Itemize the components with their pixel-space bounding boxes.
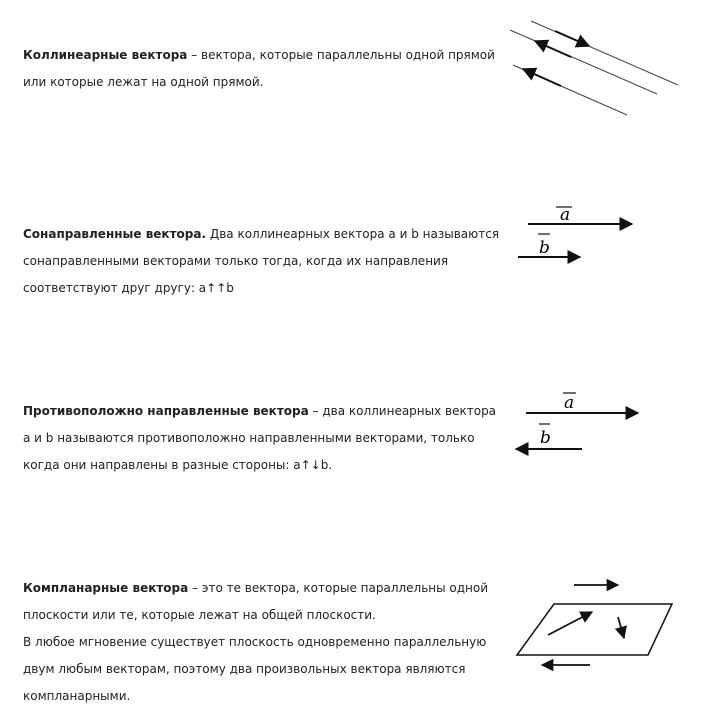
codirected-text [23, 221, 503, 302]
codirected-label-a: a [560, 205, 571, 225]
collinear-term: Коллинеарные вектора [23, 48, 188, 62]
collinear-line-b [510, 30, 657, 94]
coplanar-line-4: двум любым векторам, поэтому два произвольных вектора являются [23, 662, 466, 676]
plane [517, 604, 672, 655]
codirected-line-2: сонаправленными векторами только тогда, когда их направления [23, 254, 449, 268]
codirected-line-3: соответствуют друг другу: a↑↑b [23, 281, 234, 295]
collinear-arrow-b [535, 41, 571, 57]
opposite-line-2: a и b называются противоположно направленными векторами, только [23, 431, 475, 445]
opposite-label-b: b [540, 428, 551, 448]
coplanar-term: Компланарные вектора [23, 581, 189, 595]
coplanar-line-2: плоскости или те, которые лежат на общей плоскости. [23, 608, 376, 622]
opposite-term: Противоположно направленные вектора [23, 404, 309, 418]
collinear-line-2: или которые лежат на одной прямой. [23, 75, 264, 89]
collinear-arrow-a [555, 31, 589, 46]
opposite-line-3: когда они направлены в разные стороны: a↑↓b. [23, 458, 333, 472]
opposite-figure [510, 384, 655, 459]
codirected-term: Сонаправленные вектора. [23, 227, 207, 241]
codirected-figure [510, 198, 650, 270]
collinear-text [23, 42, 503, 96]
coplanar-figure [510, 572, 675, 677]
coplanar-line-1: – это те вектора, которые параллельны одной [188, 581, 489, 595]
collinear-line-1: – вектора, которые параллельны одной прямой [187, 48, 495, 62]
opposite-line-1: – два коллинеарных вектора [308, 404, 497, 418]
coplanar-text [23, 575, 503, 710]
opposite-text [23, 398, 503, 479]
coplanar-line-5: компланарными. [23, 689, 131, 703]
collinear-arrow-c [523, 69, 561, 86]
opposite-label-a: a [564, 393, 575, 413]
codirected-label-b: b [539, 238, 550, 258]
collinear-figure [505, 15, 690, 120]
codirected-line-1: Два коллинеарных вектора a и b называются [206, 227, 500, 241]
coplanar-arrow-down [618, 617, 624, 638]
coplanar-arrow-diag [548, 612, 592, 635]
coplanar-line-3: В любое мгновение существует плоскость одновременно параллельную [23, 635, 487, 649]
collinear-line-a [531, 21, 678, 85]
